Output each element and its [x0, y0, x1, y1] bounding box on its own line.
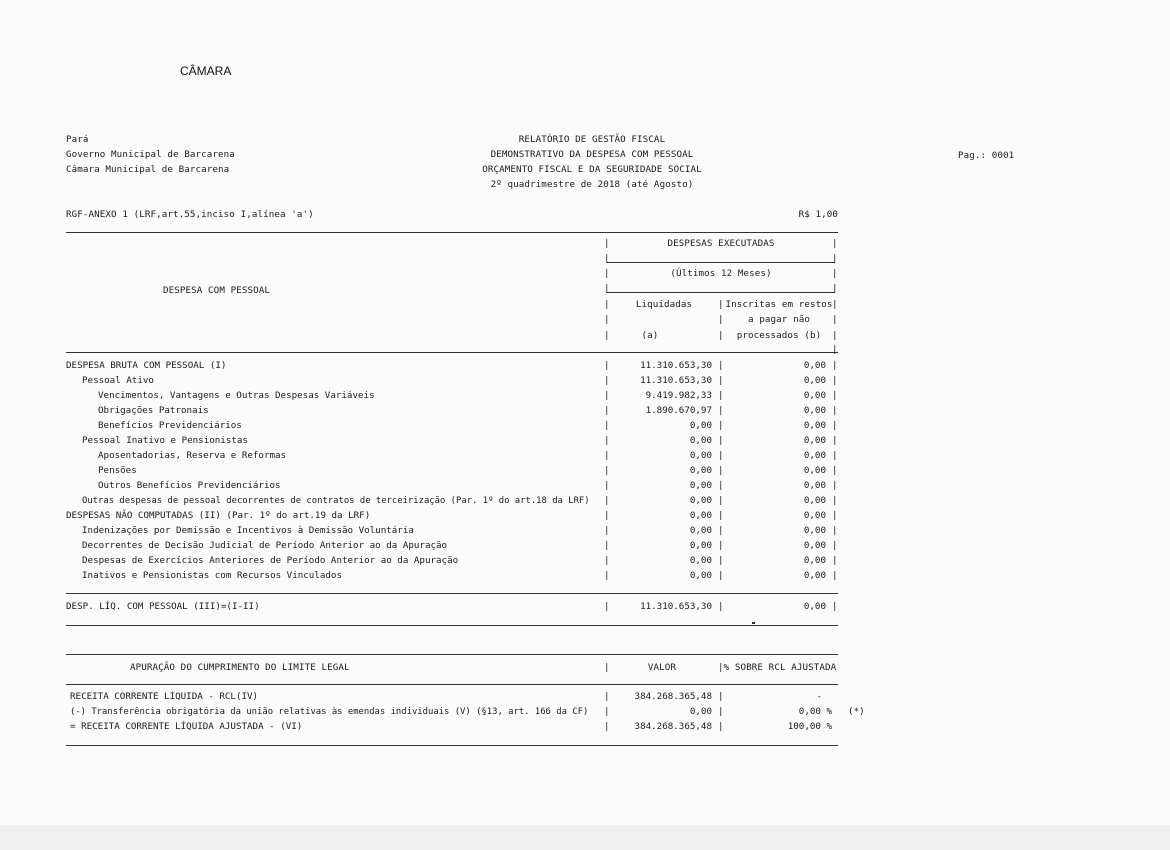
currency-unit: R$ 1,00: [798, 209, 838, 220]
state-name: Pará: [66, 134, 89, 145]
report-budget: ORÇAMENTO FISCAL E DA SEGURIDADE SOCIAL: [482, 164, 702, 175]
pct-header: |% SOBRE RCL AJUSTADA: [718, 662, 837, 673]
table-row: DESPESA BRUTA COM PESSOAL (I) | 11.310.653,30 | 0,00 |: [66, 360, 838, 371]
scan-border: [0, 825, 1170, 850]
annex-reference: RGF-ANEXO 1 (LRF,art.55,inciso I,alínea 'a'): [66, 209, 314, 220]
report-subtitle: DEMONSTRATIVO DA DESPESA COM PESSOAL: [490, 149, 694, 160]
table-row: Pessoal Ativo | 11.310.653,30 | 0,00 |: [82, 375, 838, 386]
table-row: Indenizações por Demissão e Incentivos à Demissão Voluntária | 0,00 | 0,00 |: [82, 525, 838, 536]
table-row: Benefícios Previdenciários | 0,00 | 0,00 |: [98, 420, 838, 431]
government-name: Governo Municipal de Barcarena: [66, 149, 235, 160]
group-header: DESPESAS EXECUTADAS: [667, 238, 775, 249]
table-row: DESPESAS NÃO COMPUTADAS (II) (Par. 1º do art.19 da LRF) | 0,00 | 0,00 |: [66, 510, 838, 521]
table-row: Inativos e Pensionistas com Recursos Vinculados | 0,00 | 0,00 |: [82, 570, 838, 581]
report-title: RELATÓRIO DE GESTÃO FISCAL: [518, 134, 666, 145]
body-bottom-rule: [66, 593, 838, 594]
entity-name: CÂMARA: [180, 64, 232, 78]
table-row: Decorrentes de Decisão Judicial de Período Anterior ao da Apuração | 0,00 | 0,00 |: [82, 540, 838, 551]
limit-row: RECEITA CORRENTE LÍQUIDA - RCL(IV) | 384.268.365,48 | -: [70, 691, 822, 702]
col-b-header-3: processados (b): [736, 330, 822, 341]
table-row: Outras despesas de pessoal decorrentes de contratos de terceirização (Par. 1º do art.18 da LRF) | 0,00 | 0,00 |: [82, 495, 838, 506]
table-row: Despesas de Exercícios Anteriores de Período Anterior ao da Apuração | 0,00 | 0,00 |: [82, 555, 838, 566]
table-top-rule: [66, 232, 838, 233]
limit-row: (-) Transferência obrigatória da união relativas às emendas individuais (V) (§13, art. 166 da CF) | 0,00 | 0,00 % (*): [70, 706, 865, 717]
table-row: Obrigações Patronais | 1.890.670,97 | 0,00 |: [98, 405, 838, 416]
total-row: DESP. LÍQ. COM PESSOAL (III)=(I-II) | 11.310.653,30 | 0,00 |: [66, 601, 838, 612]
limit-table-top-rule: [66, 654, 838, 655]
report-period: 2º quadrimestre de 2018 (até Agosto): [490, 179, 694, 190]
table-end-rule: [66, 625, 838, 626]
col-b-header-2: a pagar não: [748, 314, 810, 325]
period-header: (Últimos 12 Meses): [670, 268, 772, 279]
header-bottom-rule: [66, 352, 838, 353]
table-row: Aposentadorias, Reserva e Reformas | 0,00 | 0,00 |: [98, 450, 838, 461]
footnote-mark: (*): [848, 706, 865, 717]
limit-table-title: APURAÇÃO DO CUMPRIMENTO DO LIMITE LEGAL: [130, 662, 350, 673]
limit-table-bottom-rule: [66, 745, 838, 746]
col-a-header: Liquidadas: [635, 299, 693, 310]
document-page: CÂMARA Pará Governo Municipal de Barcarena Câmara Municipal de Barcarena RELATÓRIO DE GESTÃO FISCAL DEMONSTRATIVO DA DESPESA COM PESSOAL ORÇAMENTO FISCAL E DA SEGURIDADE SOCIAL 2º quadrimestre de 2018 (até Agosto) Pag.: 0001 RGF-ANEXO 1 (LRF,art.55,inciso I,alínea 'a') R$ 1,00 DESPESA COM PESSOAL | DESPESAS EXECUTADAS | | | | (Últimos 12 Meses) | | | | Liquidadas | Inscritas em restos | | | a pagar não | | (a) | processados (b) | | DESPESA BRUTA COM PESSOAL (I) | 11.310.653,30 | 0,00 | Pessoal Ativo | 11.310.653,30 | 0,00 | Vencimentos, Vantagens e Outras Despesas Variáveis | 9.419.982,33 | 0,00 | Obrigações Patronais | 1.890.670,97 | 0,00 | Benefícios Previdenciários | 0,00 | 0,00 | Pessoal Inativo e Pensionistas | 0,00 | 0,00 | Aposentadorias, Reserva e Reformas | 0,00 | 0,00 | Pensões | 0,00 | 0,00 | Outros Benefícios Previdenciários | 0,00 | 0,00 | Outras despesas de pessoal decorrentes de contratos de terceirização (Par. 1º do art.18 da LRF) | 0,00 | 0,00 | DESPESAS NÃO COMPUTADAS (II) (Par. 1º do art.19 da LRF) | 0,00 | 0,00 | Indenizações por Demissão e Incentivos à Demissão Voluntária | 0,00 | 0,00 | Decorrentes de Decisão Judicial de Período Anterior ao da Apuração | 0,00 | 0,00 | Despesas de Exercícios Anteriores de Período Anterior ao da Apuração | 0,00 | 0,00 | Inativos e Pensionistas com Recursos Vinculados | 0,00 | 0,00 | DESP. LÍQ. COM PESSOAL (III)=(I-II) | 11.310.653,30 | 0,00 | APURAÇÃO DO CUMPRIMENTO DO LIMITE LEGAL | VALOR |% SOBRE RCL AJUSTADA RECEITA CORRENTE LÍQUIDA - RCL(IV) | 384.268.365,48 | - (-) Transferência obrigatória da união relativas às emendas individuais (V) (§13, art. 166 da CF) | 0,00 | 0,00 % (*) = RECEITA CORRENTE LÍQUIDA AJUSTADA - (VI) | 384.268.365,48 | 100,00 %: [0, 0, 1170, 825]
table-row: Pessoal Inativo e Pensionistas | 0,00 | 0,00 |: [82, 435, 838, 446]
table-row: Outros Benefícios Previdenciários | 0,00 | 0,00 |: [98, 480, 838, 491]
col-a-code: (a): [641, 330, 659, 341]
page-number: Pag.: 0001: [958, 150, 1015, 161]
column-title: DESPESA COM PESSOAL: [163, 285, 270, 296]
limit-row: = RECEITA CORRENTE LÍQUIDA AJUSTADA - (VI) | 384.268.365,48 | 100,00 %: [70, 721, 832, 732]
table-row: Pensões | 0,00 | 0,00 |: [98, 465, 838, 476]
valor-header: VALOR: [647, 662, 677, 673]
col-b-header: Inscritas em restos: [725, 299, 833, 310]
table-row: Vencimentos, Vantagens e Outras Despesas Variáveis | 9.419.982,33 | 0,00 |: [98, 390, 838, 401]
chamber-name: Câmara Municipal de Barcarena: [66, 164, 230, 175]
